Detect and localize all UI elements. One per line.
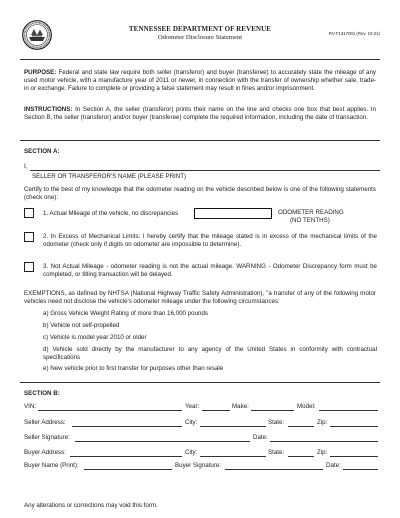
exemptions-intro: EXEMPTIONS, as defined by NHTSA (National Highway Traffic Safety Administration), "a transfer of any of the following motor vehicles need not disclose the vehicle's odometer mileage under the following circumstances:	[24, 290, 376, 305]
seller-date-label: Date:	[253, 434, 268, 441]
seller-name-caption: SELLER OR TRANSFEROR'S NAME (PLEASE PRINT)	[32, 173, 187, 180]
seller-zip-input[interactable]	[330, 426, 378, 427]
header-divider	[20, 59, 380, 60]
i-label: I,	[24, 163, 28, 170]
vin-input[interactable]	[38, 410, 182, 411]
section-a-heading: SECTION A:	[24, 148, 60, 155]
option-2-label: 2. In Excess of Mechanical Limits: I hereby certify that the mileage stated is in excess of the mechanical limits of the odometer (check only if digits on odometer are impossible to determine).	[43, 233, 377, 248]
buyer-signature-input[interactable]	[225, 469, 323, 470]
seller-signature-label: Seller Signature:	[24, 434, 70, 441]
section-divider-a	[20, 140, 380, 141]
seller-zip-label: Zip:	[317, 419, 328, 426]
buyer-signature-label: Buyer Signature:	[175, 462, 222, 469]
no-tenths-label: (NO TENTHS)	[290, 217, 330, 224]
option-3-label: 3. Not Actual Mileage - odometer reading is not the actual mileage. WARNING - Odometer Discrepancy form must be completed, or titling transaction will be delayed.	[43, 263, 377, 278]
buyer-state-label: State:	[268, 449, 285, 456]
certify-statement: Certify to the best of my knowledge that the odometer reading on the vehicle described below is one of the following statements (check one):	[24, 186, 376, 201]
buyer-date-label: Date:	[326, 462, 341, 469]
buyer-zip-label: Zip:	[317, 449, 328, 456]
odometer-reading-input[interactable]	[194, 208, 272, 219]
buyer-state-input[interactable]	[288, 456, 314, 457]
odometer-reading-label: ODOMETER READING	[278, 209, 344, 216]
option-2-checkbox[interactable]	[24, 232, 34, 242]
section-divider-b	[20, 382, 380, 383]
seller-state-input[interactable]	[288, 426, 314, 427]
seller-name-input[interactable]	[30, 170, 380, 171]
make-input[interactable]	[251, 410, 294, 411]
form-title: Odometer Disclosure Statement	[157, 34, 243, 41]
footer-note: Any alterations or corrections may void this form.	[24, 502, 158, 509]
buyer-address-input[interactable]	[70, 456, 182, 457]
option-1-checkbox[interactable]	[24, 208, 34, 218]
section-b-heading: SECTION B:	[24, 390, 60, 397]
seller-address-label: Seller Address:	[24, 419, 66, 426]
buyer-address-label: Buyer Address:	[24, 449, 66, 456]
seller-city-input[interactable]	[200, 426, 266, 427]
seller-signature-input[interactable]	[75, 441, 250, 442]
seller-date-input[interactable]	[270, 441, 378, 442]
instructions-text: In Section A, the seller (transferor) prints their name on the line and checks one box that best applies. In Section B, the seller (transferor) and/or buyer (transferee) complete the required information, including the date of transaction.	[24, 106, 376, 121]
seller-city-label: City:	[185, 419, 198, 426]
model-label: Model:	[297, 403, 316, 410]
instructions-paragraph	[24, 106, 376, 122]
buyer-date-input[interactable]	[343, 469, 378, 470]
exemption-item: b) Vehicle not self-propelled	[43, 322, 120, 329]
seller-state-label: State:	[268, 419, 285, 426]
form-number: RV-F1317001 (Rev. 10-21)	[328, 31, 380, 36]
buyer-city-label: City:	[185, 449, 198, 456]
option-3-checkbox[interactable]	[24, 262, 34, 272]
model-input[interactable]	[319, 410, 378, 411]
buyer-name-label: Buyer Name (Print):	[24, 462, 79, 469]
vin-label: VIN:	[24, 403, 37, 410]
exemption-item: e) New vehicle prior to first transfer for purposes other than resale	[43, 365, 224, 372]
instructions-label: INSTRUCTIONS:	[24, 106, 73, 113]
buyer-city-input[interactable]	[200, 456, 266, 457]
buyer-zip-input[interactable]	[330, 456, 378, 457]
year-input[interactable]	[202, 410, 230, 411]
seller-address-input[interactable]	[72, 426, 182, 427]
exemption-item: d) Vehicle sold directly by the manufacturer to any agency of the United States in conformity with contractual specifications	[43, 346, 377, 361]
exemption-item: a) Gross Vehicle Weight Rating of more than 16,000 pounds	[43, 310, 208, 317]
buyer-name-input[interactable]	[84, 469, 172, 470]
option-1-label: 1. Actual Mileage of the vehicle, no discrepancies	[43, 210, 179, 217]
purpose-label: PURPOSE:	[24, 69, 57, 76]
exemption-item: c) Vehicle is model year 2010 or older	[43, 334, 147, 341]
purpose-paragraph	[24, 69, 376, 93]
department-title: TENNESSEE DEPARTMENT OF REVENUE	[128, 25, 272, 33]
make-label: Make:	[232, 403, 249, 410]
purpose-text: Federal and state law require both seller (transferor) and buyer (transferee) to accurately state the mileage of any used motor vehicle, with a manufacture year of 2011 or newer, in connection with the transfer of ownership whether sale, trade-in or exchange. Failure to complete or providing a false statement may result in fines and/or imprisonment.	[24, 69, 376, 92]
year-label: Year:	[185, 403, 200, 410]
